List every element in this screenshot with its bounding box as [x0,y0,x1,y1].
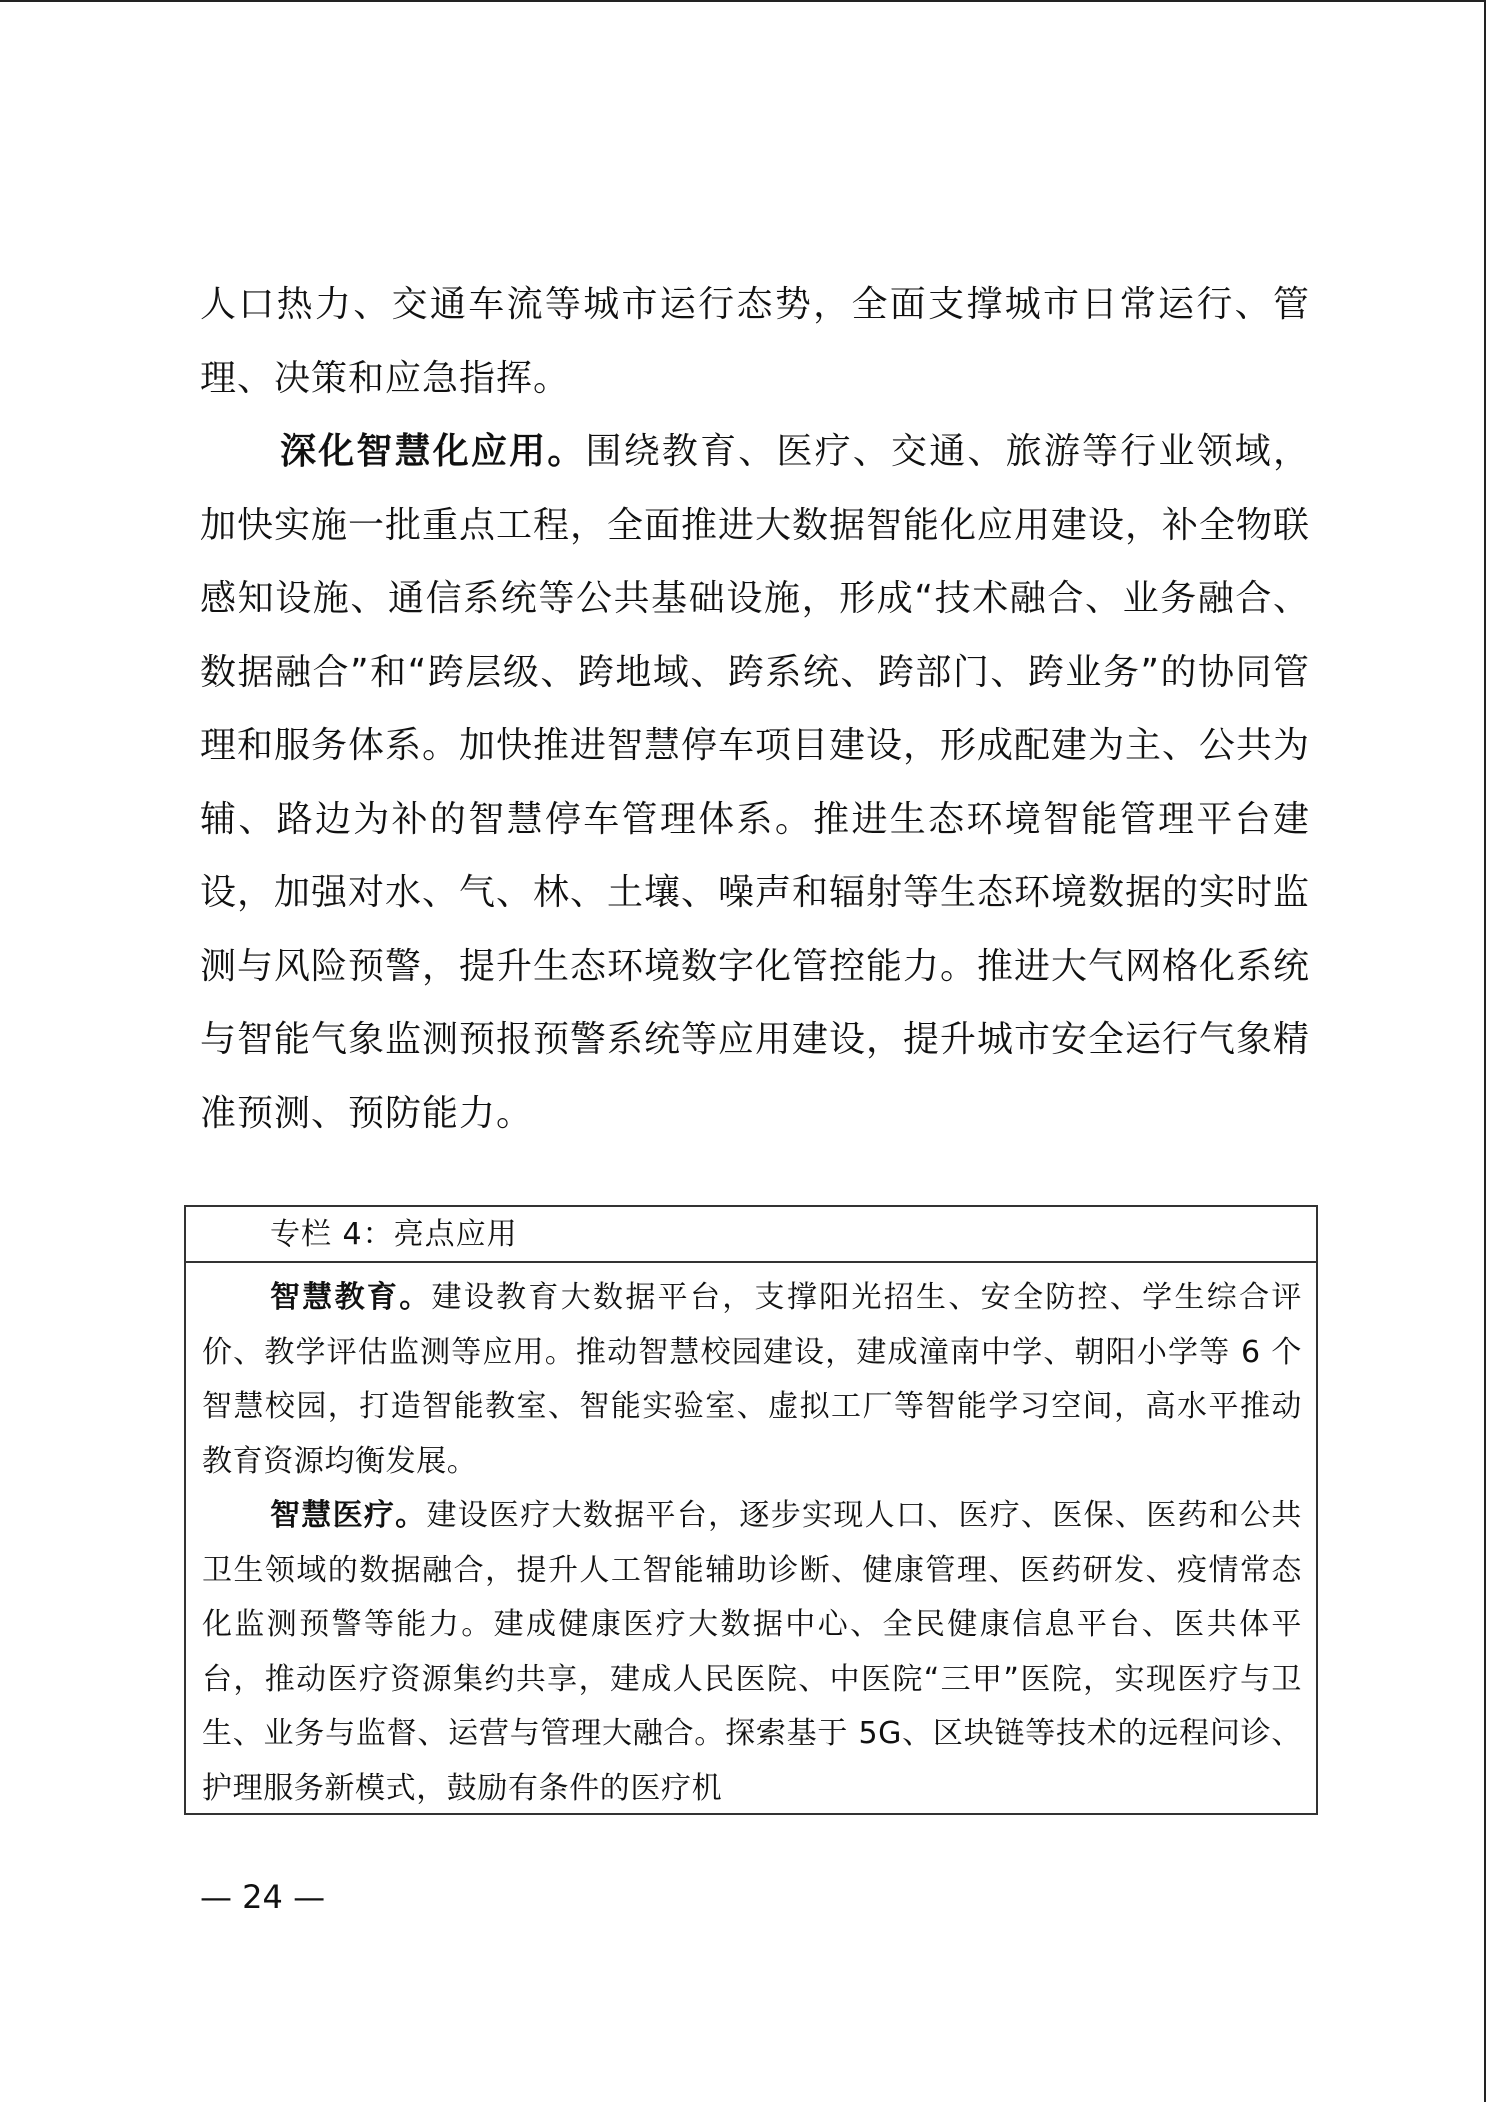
paragraph-city-operation: 人口热力、交通车流等城市运行态势，全面支撑城市日常运行、管理、决策和应急指挥。 [200,284,1310,399]
smart-education-text: 建设教育大数据平台，支撑阳光招生、安全防控、学生综合评价、教学评估监测等应用。推动智慧校园建设，建成潼南中学、朝阳小学等 6 个智慧校园，打造智能教室、智能实验室、虚拟工厂等智能学习空间，高水平推动教育资源均衡发展。 [202,1280,1302,1479]
paragraph-smart-application [200,415,1310,1150]
column-body [186,1263,1316,1816]
column-title: 专栏 4：亮点应用 [186,1207,1316,1263]
page-number: — 24 — [200,1878,326,1916]
smart-medical-paragraph [202,1489,1302,1816]
paragraph-content: 围绕教育、医疗、交通、旅游等行业领域，加快实施一批重点工程，全面推进大数据智能化应用建设，补全物联感知设施、通信系统等公共基础设施，形成“技术融合、业务融合、数据融合”和“跨层级、跨地域、跨系统、跨部门、跨业务”的协同管理和服务体系。加快推进智慧停车项目建设，形成配建为主、公共为辅、路边为补的智慧停车管理体系。推进生态环境智能管理平台建设，加强对水、气、林、土壤、噪声和辐射等生态环境数据的实时监测与风险预警，提升生态环境数字化管控能力。推进大气网格化系统与智能气象监测预报预警系统等应用建设，提升城市安全运行气象精准预测、预防能力。 [200,431,1311,1134]
smart-education-paragraph [202,1271,1302,1489]
paragraph-heading: 深化智慧化应用。 [280,431,586,472]
smart-education-heading: 智慧教育。 [270,1280,432,1315]
smart-medical-text: 建设医疗大数据平台，逐步实现人口、医疗、医保、医药和公共卫生领域的数据融合，提升人工智能辅助诊断、健康管理、医药研发、疫情常态化监测预警等能力。建成健康医疗大数据中心、全民健康信息平台、医共体平台，推动医疗资源集约共享，建成人民医院、中医院“三甲”医院，实现医疗与卫生、业务与监督、运营与管理大融合。探索基于 5G、区块链等技术的远程问诊、护理服务新模式，鼓励有条件的医疗机 [202,1498,1302,1806]
smart-medical-heading: 智慧医疗。 [270,1498,427,1533]
column-box [184,1205,1318,1815]
body-text [200,268,1310,1150]
